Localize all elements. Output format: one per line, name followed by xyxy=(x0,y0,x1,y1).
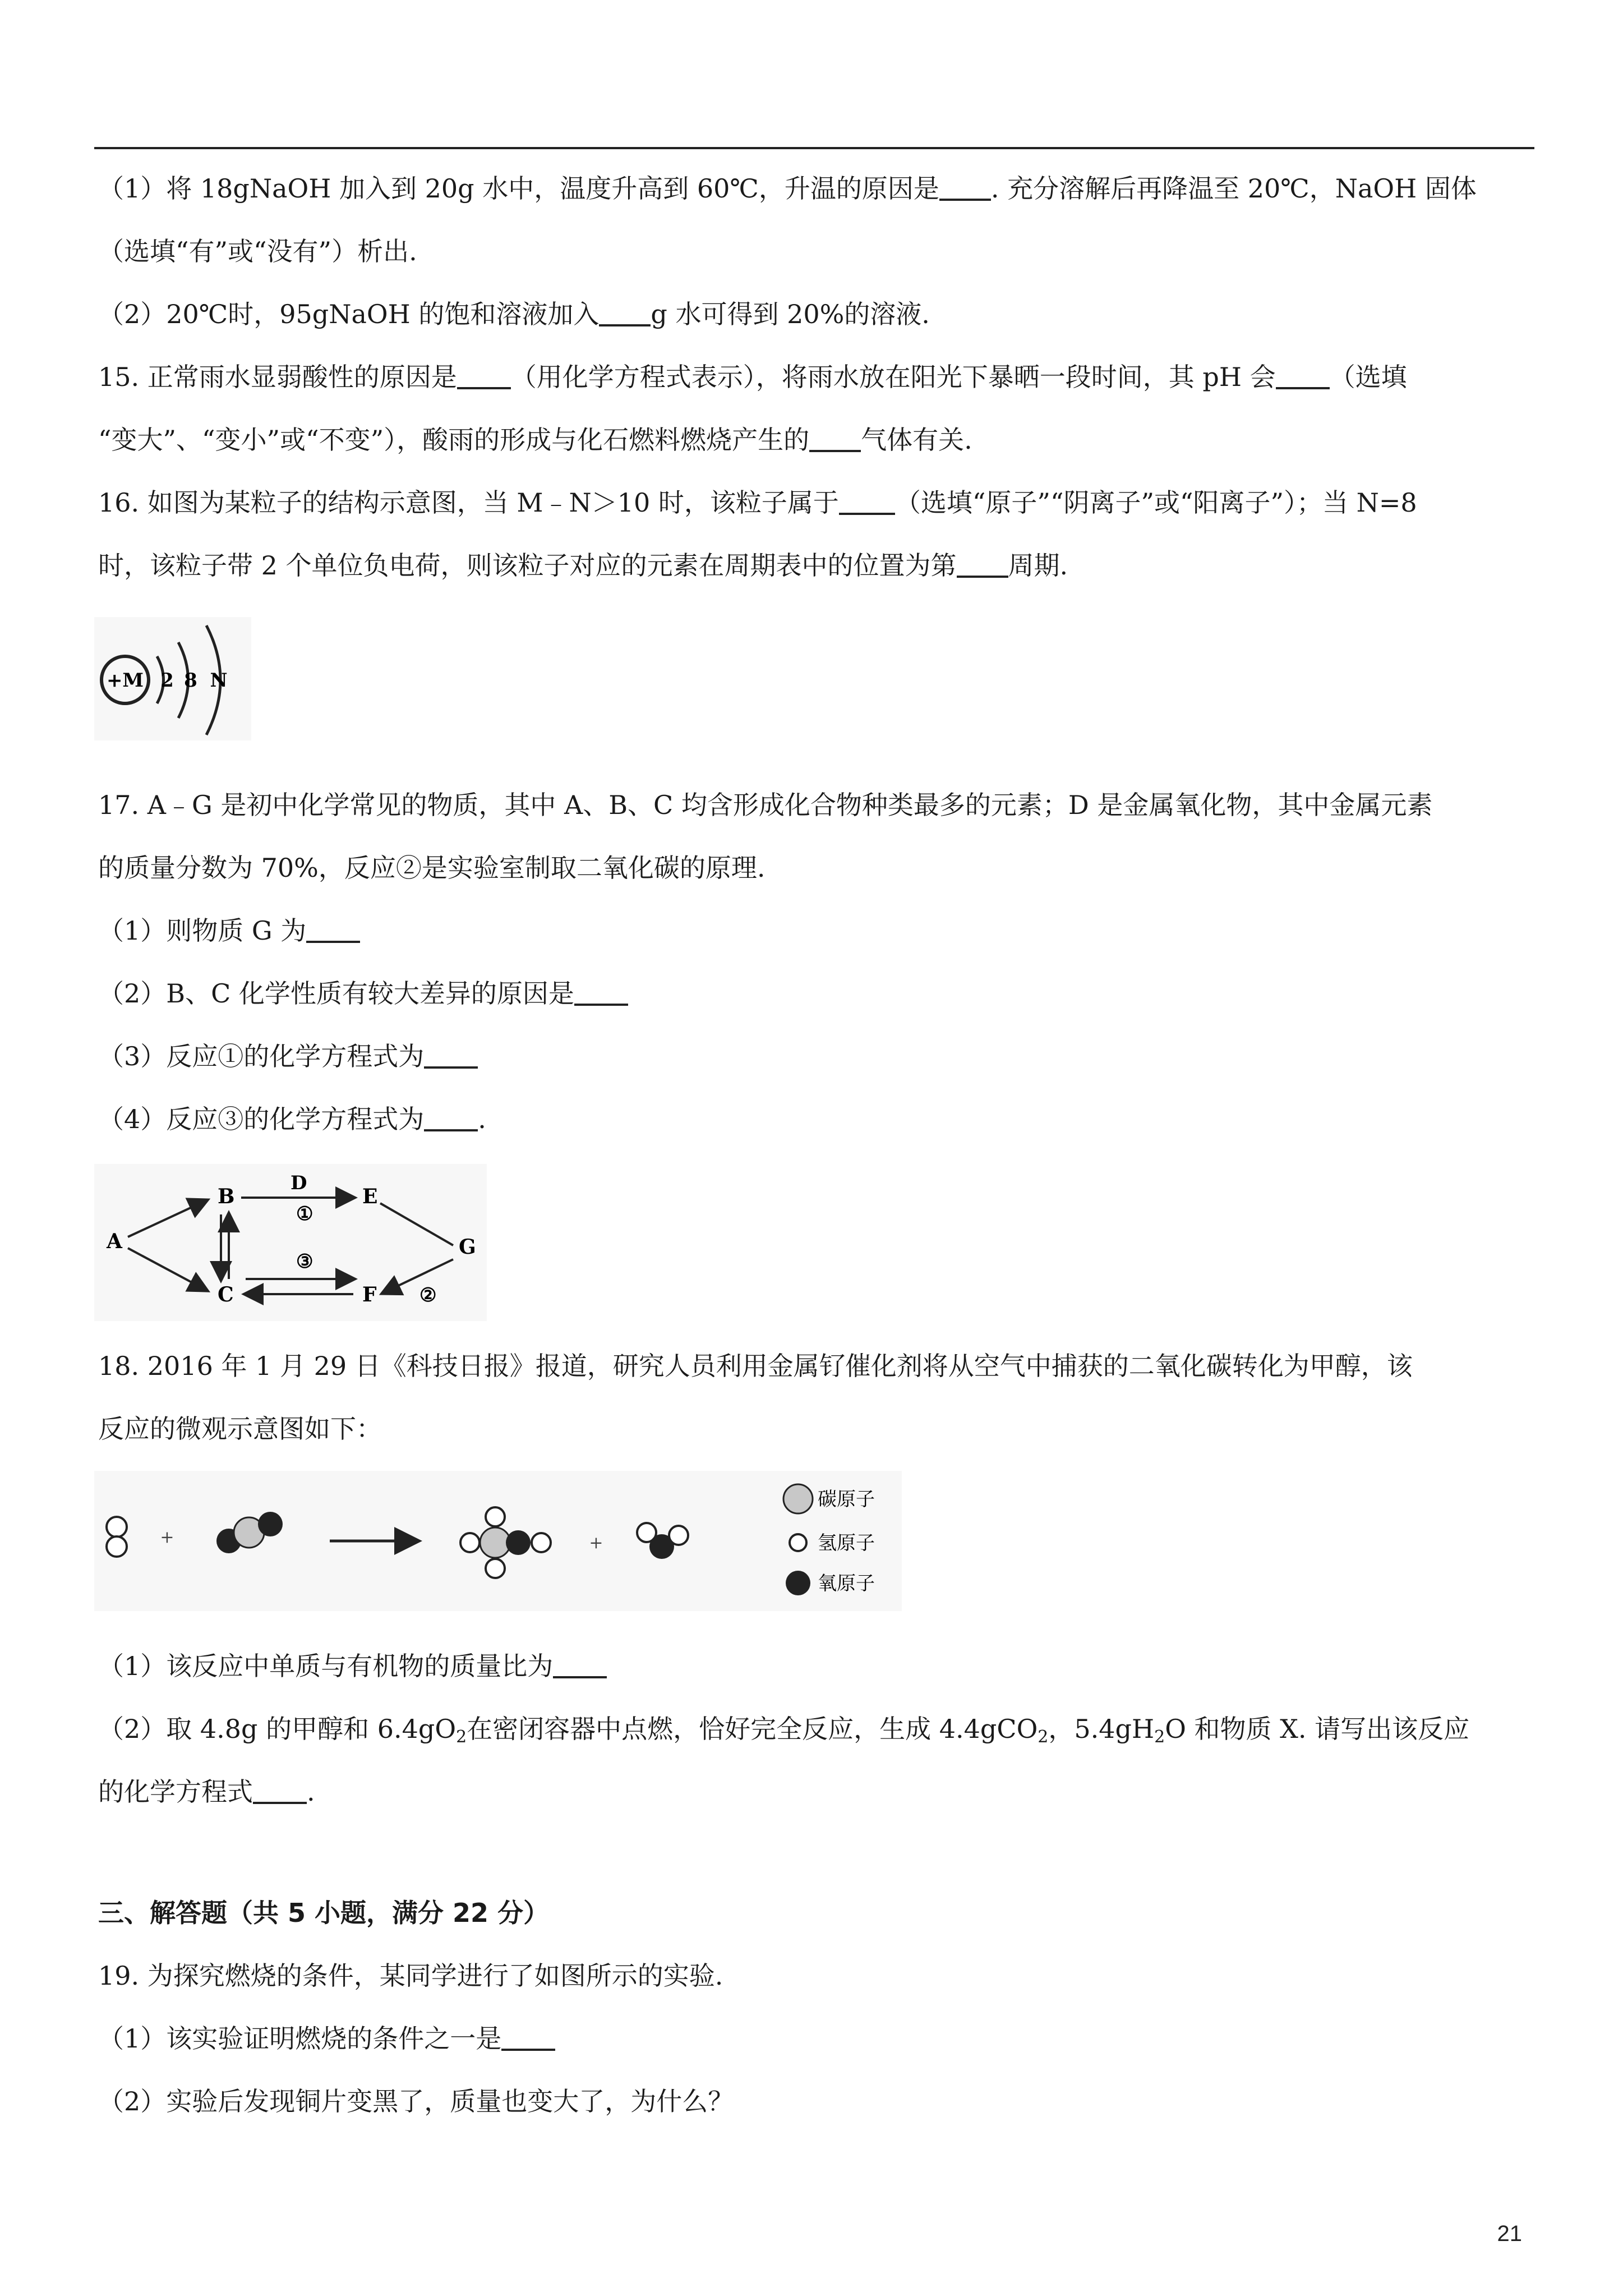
q15-line2 xyxy=(98,423,972,457)
q18-text: （2）取 4.8g 的甲醇和 6.4gO xyxy=(98,1714,457,1744)
carbon-atom xyxy=(480,1527,510,1558)
node-G: G xyxy=(459,1235,476,1259)
q14-part2 xyxy=(98,297,930,331)
page-number: 21 xyxy=(1497,2221,1522,2246)
q14-text: （1）将 18gNaOH 加入到 20g 水中，温度升高到 60℃，升温的原因是 xyxy=(98,173,939,204)
node-B: B xyxy=(218,1185,235,1208)
q16-text: 周期. xyxy=(1008,550,1068,581)
q15-text: “变大”、“变小”或“不变”），酸雨的形成与化石燃料燃烧产生的 xyxy=(98,425,810,455)
q18-text: ，5.4gH xyxy=(1048,1714,1155,1744)
q19-text: （1）该实验证明燃烧的条件之一是 xyxy=(98,2023,502,2054)
q15-text: 气体有关. xyxy=(861,425,972,455)
q18-text: 反应的微观示意图如下： xyxy=(98,1414,382,1444)
legend-hydrogen-icon xyxy=(790,1534,806,1551)
q17-text: （1）则物质 G 为 xyxy=(98,915,307,946)
reagent-D: D xyxy=(291,1172,307,1194)
q17-sub4 xyxy=(98,1102,486,1136)
hydrogen-atom xyxy=(486,1507,505,1526)
q17-sub1 xyxy=(98,914,360,947)
arrow-A-B xyxy=(128,1200,206,1237)
plus-sign: + xyxy=(160,1527,174,1547)
subscript: 2 xyxy=(456,1727,467,1747)
q17-text: 17. A﹣G 是初中化学常见的物质，其中 A、B、C 均含形成化合物种类最多的元素；D 是金属氧化物，其中金属元素 xyxy=(98,790,1433,820)
q16-text: （选填“原子”“阴离子”或“阳离子”）；当 N=8 xyxy=(895,487,1417,518)
answer-blank[interactable] xyxy=(809,425,861,452)
q19-text: （2）实验后发现铜片变黑了，质量也变大了，为什么？ xyxy=(98,2086,734,2116)
q19-sub2 xyxy=(98,2085,734,2118)
q15-text: （选填 xyxy=(1329,362,1407,392)
q18-text: O 和物质 X. 请写出该反应 xyxy=(1165,1714,1470,1744)
q18-sub2 xyxy=(98,1712,1469,1746)
q17-sub2 xyxy=(98,977,628,1010)
node-C: C xyxy=(218,1283,234,1306)
legend-hydrogen-label: 氢原子 xyxy=(818,1532,875,1554)
q17-line2 xyxy=(98,851,766,885)
node-E: E xyxy=(362,1185,378,1208)
q17-text: （2）B、C 化学性质有较大差异的原因是 xyxy=(98,978,574,1009)
shell3-count: N xyxy=(210,669,228,692)
atom-structure-svg xyxy=(94,617,251,740)
q14-text: g 水可得到 20%的溶液. xyxy=(651,299,930,329)
node-F: F xyxy=(362,1283,377,1306)
q19-line1 xyxy=(98,1959,723,1993)
q14-text: . 充分溶解后再降温至 20℃，NaOH 固体 xyxy=(990,173,1477,204)
q18-text: 的化学方程式 xyxy=(98,1777,253,1807)
answer-blank[interactable] xyxy=(501,2024,555,2051)
legend-carbon-icon xyxy=(783,1484,813,1513)
answer-blank[interactable] xyxy=(553,1651,607,1678)
reaction-3-label: ③ xyxy=(296,1250,313,1273)
q18-text: 在密闭容器中点燃，恰好完全反应，生成 4.4gCO xyxy=(467,1714,1038,1744)
q15-line1 xyxy=(98,360,1407,394)
hydrogen-atom xyxy=(107,1517,127,1537)
shell2-count: 8 xyxy=(184,669,197,692)
answer-blank[interactable] xyxy=(839,488,895,515)
q18-line1 xyxy=(98,1349,1413,1383)
subscript: 2 xyxy=(1154,1727,1165,1747)
reaction-micro-svg xyxy=(94,1471,902,1611)
section-title-text: 三、解答题（共 5 小题，满分 22 分） xyxy=(98,1898,550,1928)
q17-text: 的质量分数为 70%，反应②是实验室制取二氧化碳的原理. xyxy=(98,853,766,883)
q16-line1 xyxy=(98,486,1417,519)
q16-line2 xyxy=(98,549,1068,582)
answer-blank[interactable] xyxy=(574,979,628,1006)
q17-text: （3）反应①的化学方程式为 xyxy=(98,1041,425,1071)
q14-part1-line2 xyxy=(98,234,417,268)
q16-text: 时，该粒子带 2 个单位负电荷，则该粒子对应的元素在周期表中的位置为第 xyxy=(98,550,957,581)
plus-sign: + xyxy=(589,1533,603,1553)
legend-oxygen-label: 氧原子 xyxy=(818,1572,875,1595)
answer-blank[interactable] xyxy=(424,1105,478,1131)
reaction-2-label: ② xyxy=(419,1284,437,1306)
q14-text: （选填“有”或“没有”）析出. xyxy=(98,236,417,266)
q16-text: 16. 如图为某粒子的结构示意图，当 M﹣N＞10 时，该粒子属于 xyxy=(98,487,839,518)
q18-line2 xyxy=(98,1412,382,1446)
shell1-count: 2 xyxy=(160,669,174,692)
q17-sub3 xyxy=(98,1039,478,1073)
nucleus-label: +M xyxy=(106,669,144,692)
q18-text: （1）该反应中单质与有机物的质量比为 xyxy=(98,1651,554,1681)
answer-blank[interactable] xyxy=(457,362,511,389)
arrow-G-F xyxy=(383,1259,453,1293)
hydrogen-atom xyxy=(460,1533,479,1552)
subscript: 2 xyxy=(1038,1727,1049,1747)
reaction-1-label: ① xyxy=(296,1203,313,1225)
answer-blank[interactable] xyxy=(424,1042,478,1069)
line-E-G xyxy=(380,1203,453,1245)
answer-blank[interactable] xyxy=(253,1777,307,1804)
answer-blank[interactable] xyxy=(306,916,360,943)
header-rule xyxy=(94,147,1534,149)
oxygen-atom xyxy=(258,1512,283,1536)
node-A: A xyxy=(107,1230,122,1253)
q18-text: . xyxy=(307,1777,315,1807)
q18-sub2-line2 xyxy=(98,1775,315,1809)
q15-text: 15. 正常雨水显弱酸性的原因是 xyxy=(98,362,457,392)
reaction-network-svg xyxy=(94,1164,487,1321)
q17-text: （4）反应③的化学方程式为 xyxy=(98,1104,425,1134)
q15-text: （用化学方程式表示），将雨水放在阳光下暴晒一段时间，其 pH 会 xyxy=(510,362,1276,392)
q19-sub1 xyxy=(98,2022,555,2055)
legend-oxygen-icon xyxy=(786,1571,810,1595)
q17-text: . xyxy=(478,1104,486,1134)
q14-part1-line1 xyxy=(98,172,1477,205)
answer-blank[interactable] xyxy=(599,300,651,326)
hydrogen-atom xyxy=(532,1533,551,1552)
q19-text: 19. 为探究燃烧的条件，某同学进行了如图所示的实验. xyxy=(98,1961,723,1991)
answer-blank[interactable] xyxy=(939,174,991,201)
reaction-network-diagram xyxy=(94,1164,487,1321)
answer-blank[interactable] xyxy=(1276,362,1330,389)
hydrogen-atom xyxy=(669,1526,688,1545)
answer-blank[interactable] xyxy=(957,551,1008,578)
arrow-A-C xyxy=(128,1248,206,1290)
q18-text: 18. 2016 年 1 月 29 日《科技日报》报道，研究人员利用金属钌催化剂将从空气中捕获的二氧化碳转化为甲醇，该 xyxy=(98,1351,1413,1381)
hydrogen-atom xyxy=(107,1536,127,1557)
q18-sub1 xyxy=(98,1649,607,1683)
section-title xyxy=(98,1896,549,1930)
q17-line1 xyxy=(98,788,1432,822)
legend-carbon-label: 碳原子 xyxy=(818,1488,875,1511)
hydrogen-atom xyxy=(486,1559,505,1578)
oxygen-atom xyxy=(506,1530,531,1555)
atom-structure-diagram xyxy=(94,617,251,740)
reaction-micro-diagram xyxy=(94,1471,902,1611)
q14-text: （2）20℃时，95gNaOH 的饱和溶液加入 xyxy=(98,299,600,329)
